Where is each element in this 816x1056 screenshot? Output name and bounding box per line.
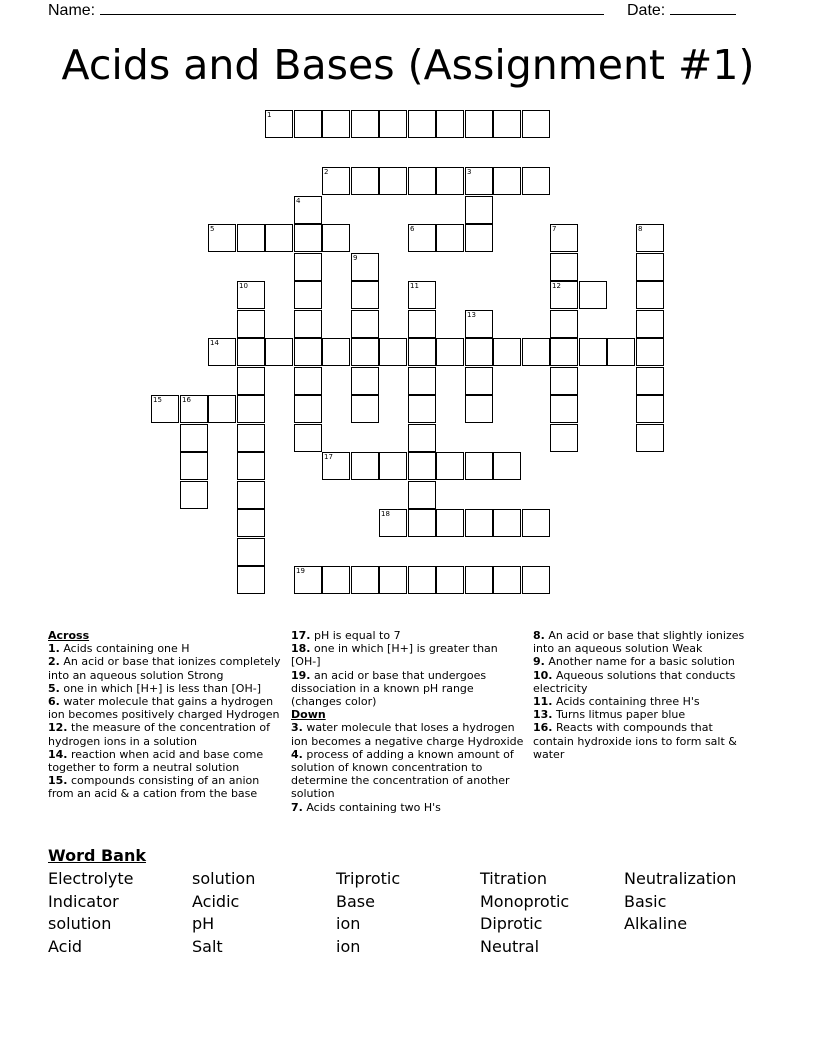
crossword-cell[interactable] [180, 481, 208, 509]
crossword-cell[interactable] [465, 367, 493, 395]
crossword-cell[interactable] [465, 452, 493, 480]
crossword-cell[interactable] [208, 224, 236, 252]
clue-text: compounds consisting of an anion from an acid & a cation from the base [48, 774, 260, 801]
crossword-cell[interactable] [408, 509, 436, 537]
clue-text: Acids containing two H's [306, 800, 441, 814]
clue [291, 669, 527, 709]
word-bank-column [48, 868, 134, 958]
clue-number: 4. [291, 747, 303, 761]
crossword-cell[interactable] [522, 110, 550, 138]
crossword-cell[interactable] [237, 509, 265, 537]
clue [533, 655, 757, 668]
word-bank-column [192, 868, 255, 958]
crossword-cell[interactable] [636, 424, 664, 452]
cell-number: 14 [210, 339, 219, 347]
cell-number: 6 [410, 225, 415, 233]
clue-number: 16. [533, 721, 553, 735]
crossword-cell[interactable] [408, 452, 436, 480]
crossword-cell[interactable] [379, 566, 407, 594]
crossword-cell[interactable] [322, 110, 350, 138]
word-bank-word: Neutral [480, 936, 540, 956]
clues-column-2 [291, 629, 527, 814]
clue [48, 655, 286, 681]
across-heading: Across [48, 629, 90, 642]
crossword-cell[interactable] [294, 253, 322, 281]
word-bank-word: Triprotic [336, 869, 401, 888]
crossword-cell[interactable] [493, 110, 521, 138]
crossword-cell[interactable] [408, 338, 436, 366]
clue-text: Aqueous solutions that conducts electricity [533, 668, 736, 695]
word-bank-word: Diprotic [480, 914, 543, 934]
page-title: Acids and Bases (Assignment #1) [61, 41, 755, 89]
clues-column-3 [533, 629, 757, 761]
cell-number: 10 [239, 282, 248, 290]
date-label: Date: [627, 2, 666, 19]
crossword-cell[interactable] [465, 566, 493, 594]
clue [48, 721, 286, 747]
cell-number: 7 [552, 225, 557, 233]
cell-number: 16 [182, 396, 191, 404]
word-bank-word: ion [336, 936, 361, 956]
clue [533, 708, 757, 721]
crossword-cell[interactable] [636, 338, 664, 366]
clue [291, 748, 527, 801]
word-bank-word: Monoprotic [480, 891, 570, 911]
crossword-cell[interactable] [493, 566, 521, 594]
crossword-cell[interactable] [408, 481, 436, 509]
word-bank-word: Acid [48, 936, 83, 956]
crossword-cell[interactable] [408, 167, 436, 195]
crossword-cell[interactable] [351, 338, 379, 366]
crossword-cell[interactable] [636, 281, 664, 309]
clue [533, 669, 757, 695]
crossword-cell[interactable] [436, 167, 464, 195]
crossword-cell[interactable] [493, 509, 521, 537]
cell-number: 3 [467, 168, 472, 176]
crossword-cell[interactable] [436, 110, 464, 138]
crossword-cell[interactable] [237, 566, 265, 594]
clue-text: pH is equal to 7 [314, 629, 401, 642]
crossword-cell[interactable] [465, 310, 493, 338]
clue-number: 18. [291, 642, 311, 656]
crossword-cell[interactable] [550, 310, 578, 338]
word-bank-word: pH [192, 914, 215, 934]
clue-text: process of adding a known amount of solution of known concentration to determine the concentration of another solution [291, 747, 514, 801]
crossword-cell[interactable] [436, 509, 464, 537]
crossword-cell[interactable] [237, 310, 265, 338]
crossword-cell[interactable] [237, 367, 265, 395]
crossword-cell[interactable] [607, 338, 635, 366]
crossword-cell[interactable] [180, 452, 208, 480]
crossword-cell[interactable] [550, 253, 578, 281]
clue-text: Turns litmus paper blue [556, 708, 686, 722]
cell-number: 11 [410, 282, 419, 290]
crossword-cell[interactable] [265, 110, 293, 138]
cell-number: 13 [467, 311, 476, 319]
down-clue-list [291, 721, 527, 813]
crossword-cell[interactable] [408, 310, 436, 338]
across-clue-list-continued [291, 629, 527, 708]
cell-number: 4 [296, 197, 301, 205]
clue-number: 7. [291, 800, 303, 814]
crossword-cell[interactable] [550, 338, 578, 366]
crossword-cell[interactable] [322, 566, 350, 594]
clue-text: Acids containing one H [63, 642, 190, 656]
cell-number: 15 [153, 396, 162, 404]
clue-number: 2. [48, 655, 60, 669]
crossword-cell[interactable] [636, 253, 664, 281]
crossword-cell[interactable] [465, 509, 493, 537]
crossword-cell[interactable] [237, 424, 265, 452]
clue-number: 6. [48, 695, 60, 709]
crossword-cell[interactable] [550, 367, 578, 395]
word-bank-word: Basic [624, 891, 667, 911]
cell-number: 9 [353, 254, 358, 262]
crossword-cell[interactable] [294, 395, 322, 423]
clue-text: reaction when acid and base come together to form a neutral solution [48, 747, 264, 775]
word-bank-word: Indicator [48, 891, 119, 911]
clue-text: one in which [H+] is less than [OH-] [63, 681, 261, 695]
clue-number: 15. [48, 774, 68, 788]
crossword-cell[interactable] [237, 224, 265, 252]
crossword-cell[interactable] [208, 395, 236, 423]
crossword-cell[interactable] [493, 338, 521, 366]
crossword-cell[interactable] [493, 452, 521, 480]
crossword-cell[interactable] [408, 367, 436, 395]
cell-number: 17 [324, 453, 333, 461]
crossword-cell[interactable] [408, 281, 436, 309]
crossword-cell[interactable] [379, 452, 407, 480]
crossword-cell[interactable] [579, 281, 607, 309]
crossword-cell[interactable] [522, 338, 550, 366]
crossword-cell[interactable] [294, 367, 322, 395]
crossword-cell[interactable] [351, 367, 379, 395]
cell-number: 5 [210, 225, 215, 233]
crossword-cell[interactable] [351, 281, 379, 309]
clue-number: 13. [533, 708, 553, 722]
down-clue-list-continued [533, 629, 757, 761]
clue-number: 8. [533, 629, 545, 642]
crossword-cell[interactable] [351, 310, 379, 338]
crossword-cell[interactable] [237, 281, 265, 309]
crossword-cell[interactable] [436, 338, 464, 366]
clue-number: 9. [533, 655, 545, 669]
clue-text: Acids containing three H's [556, 695, 700, 709]
crossword-cell[interactable] [379, 338, 407, 366]
crossword-cell[interactable] [408, 395, 436, 423]
clue [48, 682, 286, 695]
clue [533, 629, 757, 655]
crossword-cell[interactable] [351, 395, 379, 423]
crossword-cell[interactable] [408, 110, 436, 138]
cell-number: 2 [324, 168, 329, 176]
cell-number: 18 [381, 510, 390, 518]
crossword-cell[interactable] [465, 224, 493, 252]
crossword-cell[interactable] [237, 452, 265, 480]
crossword-cell[interactable] [465, 395, 493, 423]
across-clue-list [48, 642, 286, 800]
word-bank-word: Salt [192, 936, 223, 956]
crossword-cell[interactable] [294, 566, 322, 594]
clue-text: one in which [H+] is greater than [OH-] [291, 642, 498, 669]
clue-text: water molecule that gains a hydrogen ion becomes positively charged Hydrogen [48, 695, 280, 722]
crossword-cell[interactable] [550, 224, 578, 252]
clue-text: water molecule that loses a hydrogen ion becomes a negative charge Hydroxide [291, 721, 524, 748]
clue-text: the measure of the concentration of hydrogen ions in a solution [48, 721, 270, 748]
crossword-cell[interactable] [550, 281, 578, 309]
crossword-cell[interactable] [636, 224, 664, 252]
crossword-cell[interactable] [408, 424, 436, 452]
clue-text: Another name for a basic solution [548, 655, 735, 669]
clue-number: 1. [48, 642, 60, 656]
crossword-cell[interactable] [465, 167, 493, 195]
clue-number: 3. [291, 721, 303, 735]
down-heading: Down [291, 708, 326, 722]
crossword-cell[interactable] [636, 367, 664, 395]
clues-column-1 [48, 629, 286, 801]
word-bank-word: Alkaline [624, 914, 688, 934]
crossword-cell[interactable] [351, 452, 379, 480]
crossword-cell[interactable] [265, 224, 293, 252]
clue-text: An acid or base that slightly ionizes into an aqueous solution Weak [533, 629, 745, 656]
crossword-cell[interactable] [151, 395, 179, 423]
crossword-cell[interactable] [436, 566, 464, 594]
crossword-cell[interactable] [180, 424, 208, 452]
cell-number: 12 [552, 282, 561, 290]
word-bank-column [624, 868, 736, 936]
word-bank-word: Neutralization [624, 869, 737, 888]
clue-number: 11. [533, 695, 553, 709]
clue [291, 721, 527, 747]
clue [533, 721, 757, 761]
crossword-cell[interactable] [579, 338, 607, 366]
clue [291, 642, 527, 668]
crossword-cell[interactable] [351, 167, 379, 195]
crossword-cell[interactable] [436, 224, 464, 252]
crossword-cell[interactable] [550, 424, 578, 452]
crossword-cell[interactable] [294, 424, 322, 452]
word-bank-column [480, 868, 569, 958]
crossword-cell[interactable] [636, 310, 664, 338]
clue-text: an acid or base that undergoes dissociation in a known pH range (changes color) [291, 668, 487, 709]
crossword-cell[interactable] [522, 566, 550, 594]
crossword-cell[interactable] [294, 110, 322, 138]
crossword-cell[interactable] [294, 224, 322, 252]
clue [291, 801, 527, 814]
crossword-cell[interactable] [522, 167, 550, 195]
crossword-cell[interactable] [237, 481, 265, 509]
crossword-cell[interactable] [351, 253, 379, 281]
clue-text: An acid or base that ionizes completely into an aqueous solution Strong [48, 655, 281, 682]
crossword-cell[interactable] [351, 110, 379, 138]
word-bank-word: Acidic [192, 891, 240, 911]
cell-number: 1 [267, 111, 272, 119]
crossword-cell[interactable] [237, 395, 265, 423]
word-bank-word: Base [336, 891, 375, 911]
crossword-cell[interactable] [351, 566, 379, 594]
crossword-cell[interactable] [522, 509, 550, 537]
clue-number: 10. [533, 668, 553, 682]
crossword-cell[interactable] [550, 395, 578, 423]
crossword-cell[interactable] [322, 338, 350, 366]
clue [291, 629, 527, 642]
clue [48, 748, 286, 774]
crossword-cell[interactable] [465, 196, 493, 224]
clue [48, 695, 286, 721]
crossword-cell[interactable] [322, 452, 350, 480]
crossword-cell[interactable] [180, 395, 208, 423]
crossword-cell[interactable] [294, 338, 322, 366]
crossword-cell[interactable] [322, 224, 350, 252]
crossword-cell[interactable] [294, 281, 322, 309]
crossword-cell[interactable] [379, 167, 407, 195]
clue-text: Reacts with compounds that contain hydroxide ions to form salt & water [533, 721, 737, 761]
crossword-cell[interactable] [636, 395, 664, 423]
cell-number: 8 [638, 225, 643, 233]
crossword-cell[interactable] [493, 167, 521, 195]
crossword-cell[interactable] [379, 110, 407, 138]
clue [48, 774, 286, 800]
crossword-cell[interactable] [294, 196, 322, 224]
crossword-cell[interactable] [436, 452, 464, 480]
crossword-cell[interactable] [208, 338, 236, 366]
clue-number: 14. [48, 747, 68, 761]
clue [533, 695, 757, 708]
name-label: Name: [48, 2, 96, 19]
crossword-cell[interactable] [465, 110, 493, 138]
clue-number: 17. [291, 629, 311, 642]
crossword-cell[interactable] [237, 338, 265, 366]
crossword-cell[interactable] [408, 224, 436, 252]
clue [48, 642, 286, 655]
word-bank-title: Word Bank [48, 846, 147, 865]
word-bank-column [336, 868, 400, 958]
crossword-cell[interactable] [408, 566, 436, 594]
cell-number: 19 [296, 567, 305, 575]
clue-number: 5. [48, 681, 60, 695]
word-bank-word: solution [48, 914, 112, 934]
crossword-cell[interactable] [294, 310, 322, 338]
crossword-cell[interactable] [379, 509, 407, 537]
crossword-cell[interactable] [322, 167, 350, 195]
crossword-cell[interactable] [265, 338, 293, 366]
clue-number: 12. [48, 721, 68, 735]
crossword-cell[interactable] [237, 538, 265, 566]
clue-number: 19. [291, 668, 311, 682]
word-bank-word: Electrolyte [48, 869, 134, 888]
word-bank-word: Titration [480, 869, 548, 888]
word-bank-word: ion [336, 914, 361, 934]
crossword-cell[interactable] [465, 338, 493, 366]
word-bank-word: solution [192, 869, 256, 888]
